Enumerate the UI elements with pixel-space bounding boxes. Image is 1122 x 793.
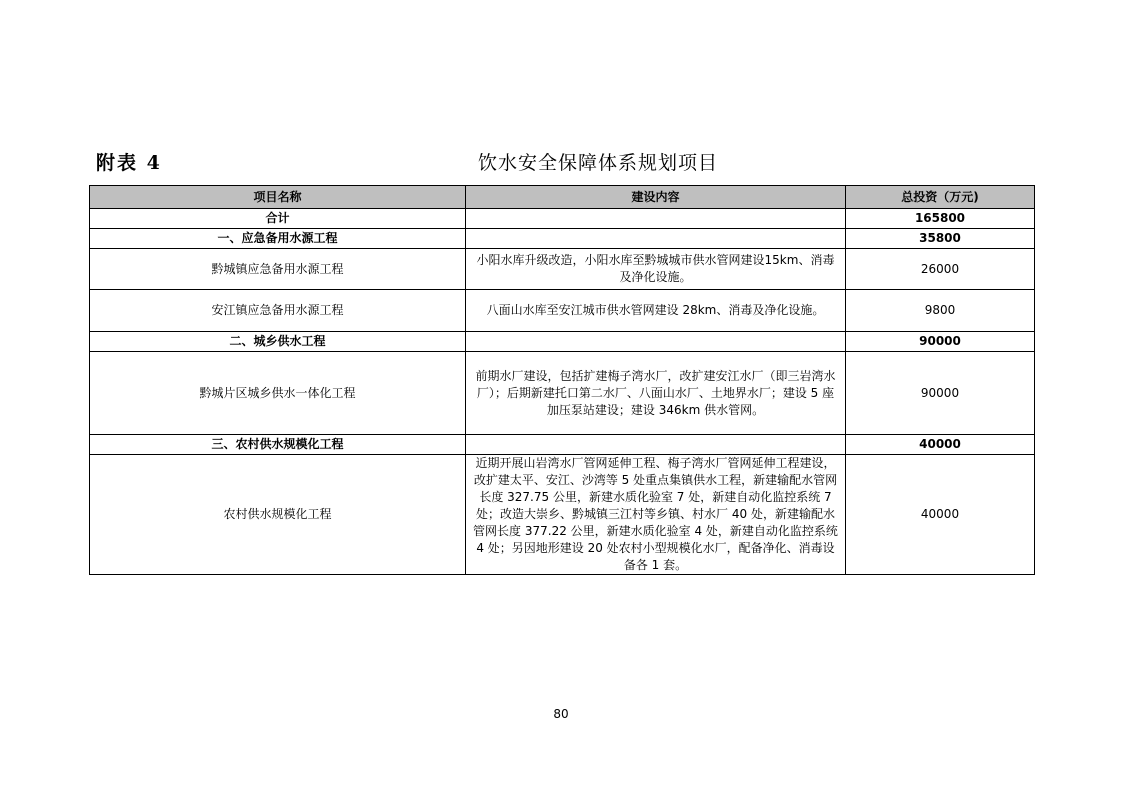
section-content [466, 435, 846, 455]
section-investment: 35800 [846, 229, 1035, 249]
total-row [90, 209, 1035, 229]
table-row [90, 249, 1035, 290]
section-investment: 90000 [846, 332, 1035, 352]
project-name: 黔城镇应急备用水源工程 [90, 249, 466, 290]
section-row [90, 435, 1035, 455]
section-row [90, 332, 1035, 352]
project-investment: 90000 [846, 352, 1035, 435]
section-row [90, 229, 1035, 249]
project-name: 黔城片区城乡供水一体化工程 [90, 352, 466, 435]
project-content: 八面山水库至安江城市供水管网建设 28km、消毒及净化设施。 [466, 290, 846, 332]
section-content [466, 332, 846, 352]
column-header-project-name: 项目名称 [90, 186, 466, 209]
column-header-content: 建设内容 [466, 186, 846, 209]
project-table [89, 185, 1035, 575]
column-header-investment: 总投资（万元) [846, 186, 1035, 209]
document-title: 饮水安全保障体系规划项目 [478, 152, 719, 174]
section-content [466, 229, 846, 249]
total-label: 合计 [90, 209, 466, 229]
project-investment: 9800 [846, 290, 1035, 332]
project-content: 近期开展山岩湾水厂管网延伸工程、梅子湾水厂管网延伸工程建设，改扩建太平、安江、沙湾等 5 处重点集镇供水工程，新建输配水管网长度 327.75 公里，新建水质化验室 7 处，新建自动化监控系统 7 处；改造大崇乡、黔城镇三江村等乡镇、村水厂 40 处，新建输配水管网长度 377.22 公里，新建水质化验室 4 处，新建自动化监控系统 4 处；另因地形建设 20 处农村小型规模化水厂，配备净化、消毒设备各 1 套。 [466, 455, 846, 575]
project-name: 安江镇应急备用水源工程 [90, 290, 466, 332]
project-content: 前期水厂建设，包括扩建梅子湾水厂，改扩建安江水厂（即三岩湾水厂）；后期新建托口第二水厂、八面山水厂、土地界水厂；建设 5 座加压泵站建设；建设 346km 供水管网。 [466, 352, 846, 435]
section-investment: 40000 [846, 435, 1035, 455]
section-name: 二、城乡供水工程 [90, 332, 466, 352]
total-investment: 165800 [846, 209, 1035, 229]
table-row [90, 290, 1035, 332]
page-number: 80 [553, 707, 569, 721]
table-header-row [90, 186, 1035, 209]
project-name: 农村供水规模化工程 [90, 455, 466, 575]
project-content: 小阳水库升级改造，小阳水库至黔城城市供水管网建设15km、消毒及净化设施。 [466, 249, 846, 290]
table-row [90, 455, 1035, 575]
total-content [466, 209, 846, 229]
project-investment: 40000 [846, 455, 1035, 575]
section-name: 三、农村供水规模化工程 [90, 435, 466, 455]
project-investment: 26000 [846, 249, 1035, 290]
appendix-label: 附表 4 [96, 152, 162, 174]
table-row [90, 352, 1035, 435]
section-name: 一、应急备用水源工程 [90, 229, 466, 249]
